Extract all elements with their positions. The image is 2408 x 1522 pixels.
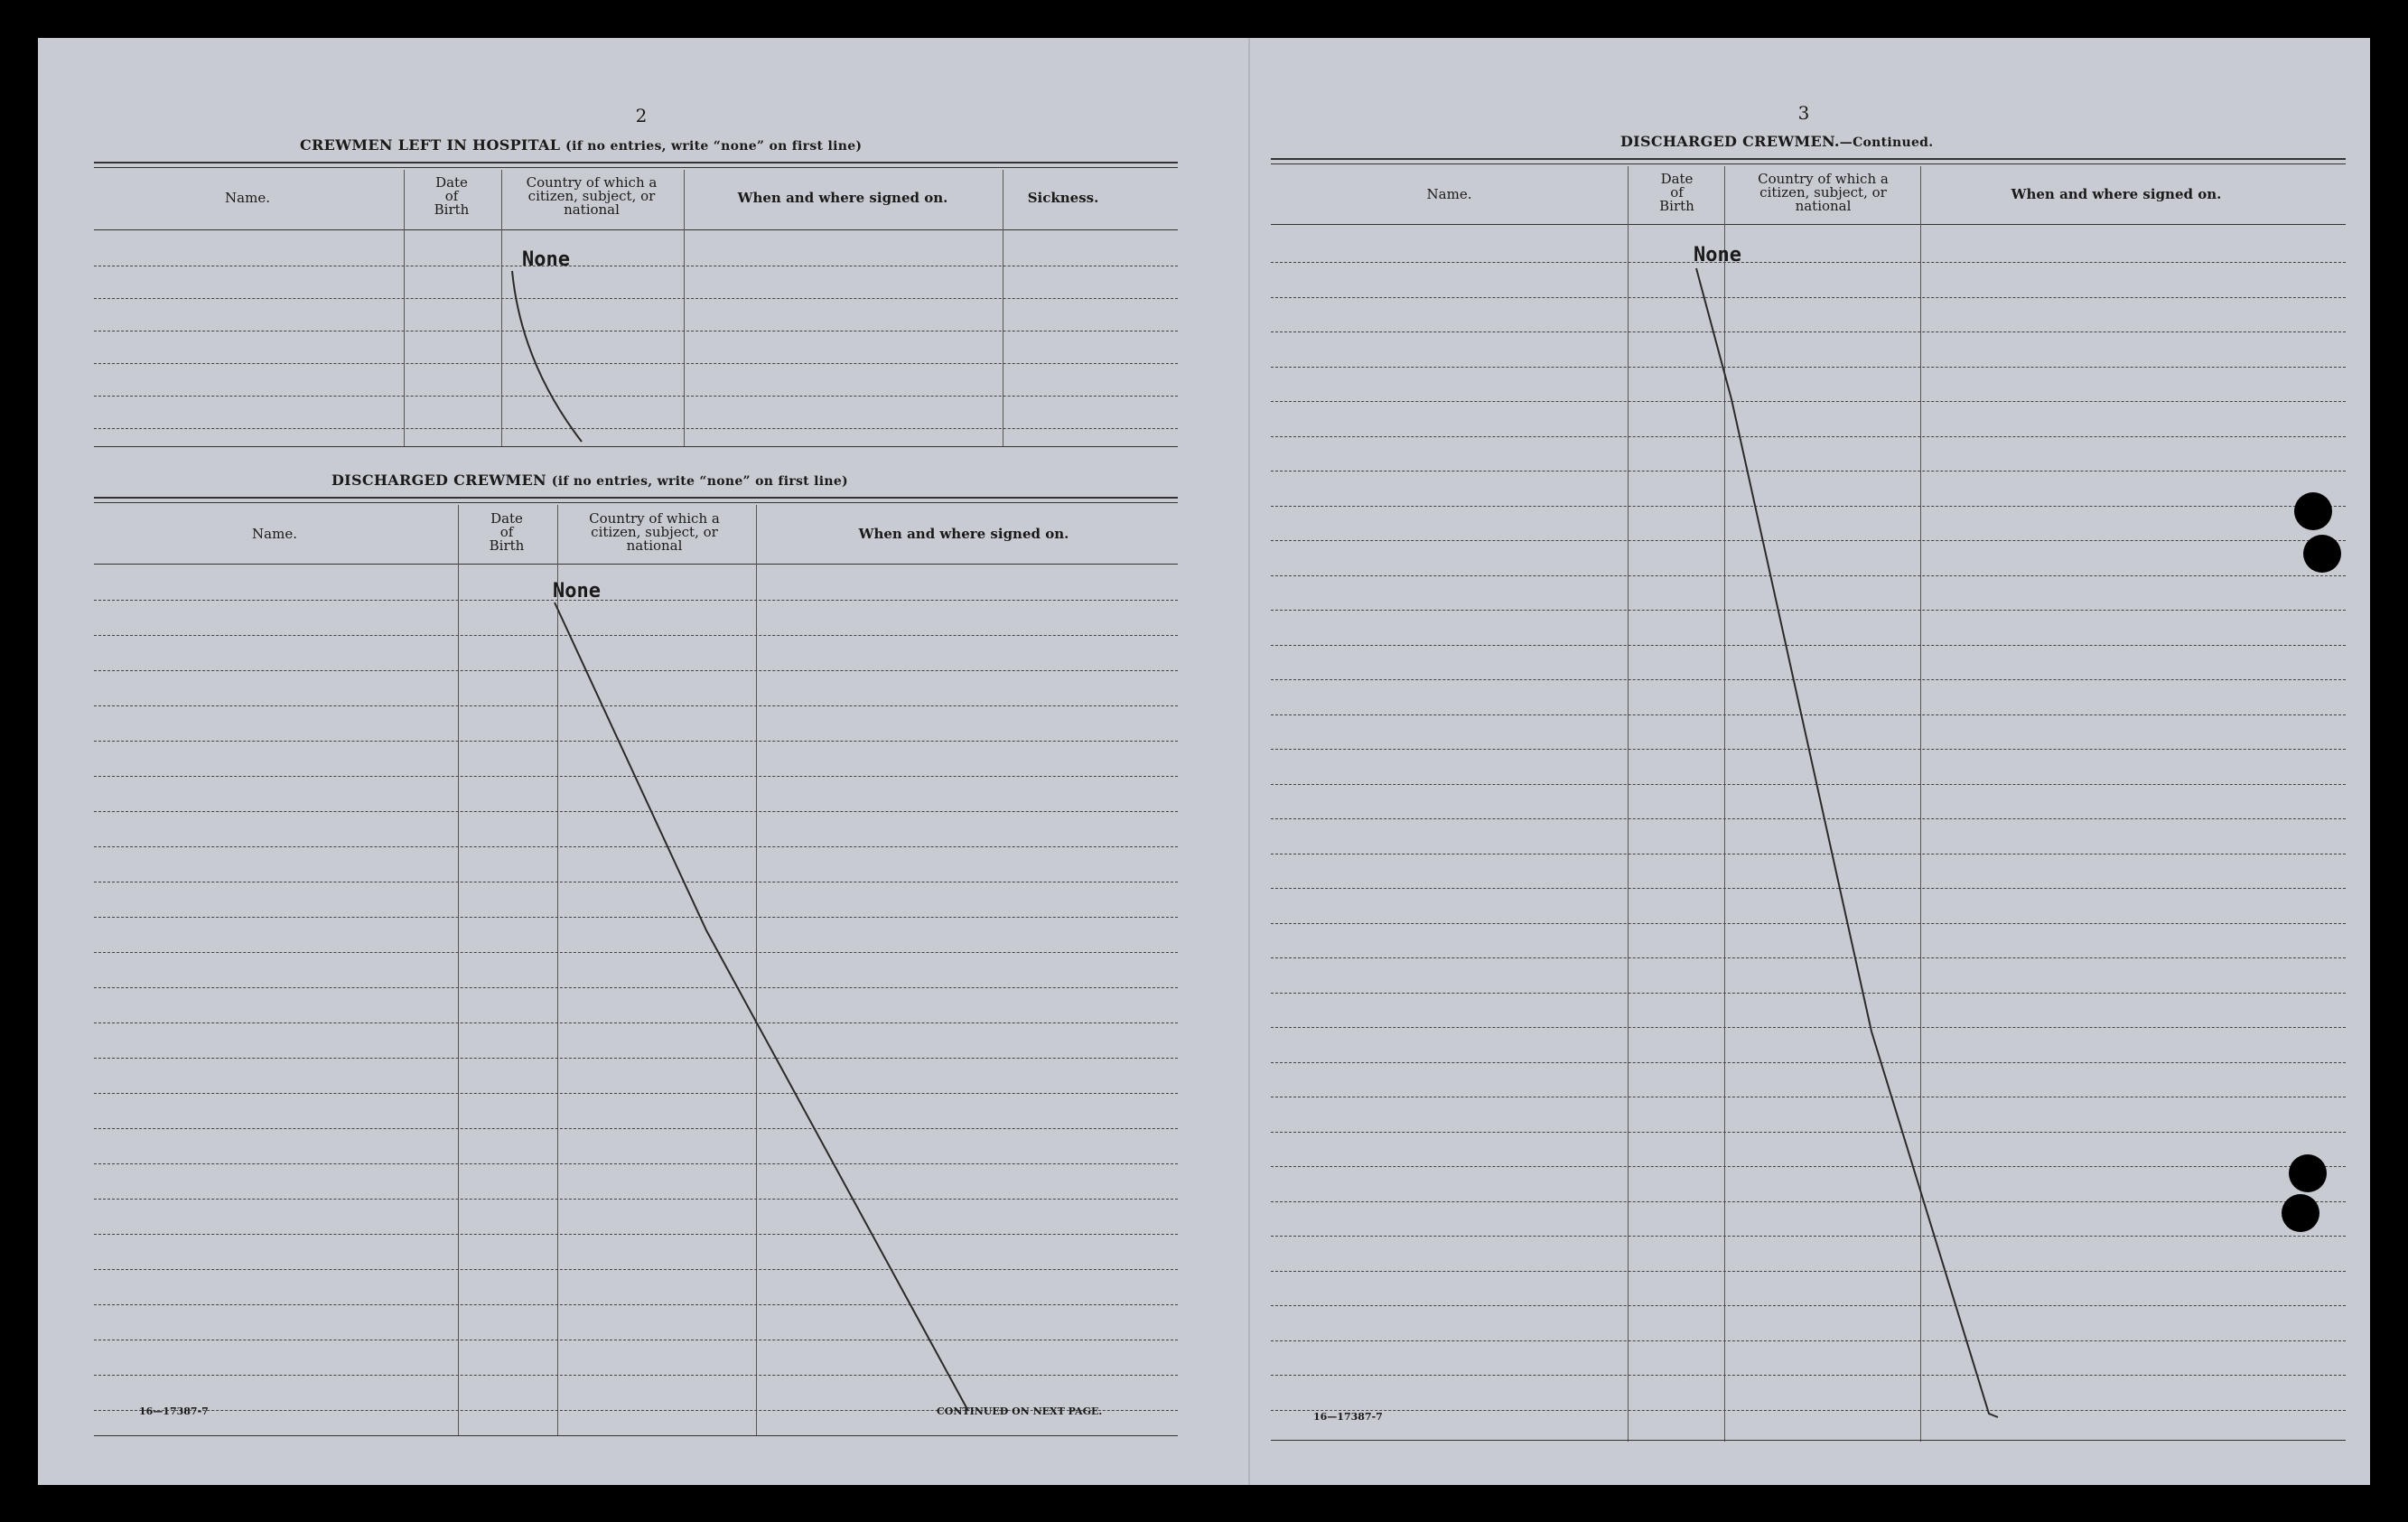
right-col-country: Country of which a citizen, subject, or national [1758,171,1889,214]
right-none-entry: None [1694,244,1741,266]
hospital-instruction: (if no entries, write “none” on first line) [565,139,863,154]
hospital-col-signed: When and where signed on. [737,190,948,206]
right-form-number: 16—17387-7 [1313,1411,1383,1423]
hospital-col-name: Name. [225,190,270,206]
left-page-number: 2 [635,105,648,126]
discharged-col-dob: Date of Birth [489,510,525,554]
right-title-suffix: —Continued. [1839,135,1934,150]
discharged-cancel-stroke [555,602,968,1411]
discharged-title: DISCHARGED CREWMEN [331,472,546,489]
right-page-number: 3 [1797,102,1810,124]
continued-note: CONTINUED ON NEXT PAGE. [937,1405,1103,1417]
hospital-title: CREWMEN LEFT IN HOSPITAL [300,136,561,154]
discharged-none-entry: None [553,580,601,602]
right-col-signed: When and where signed on. [2011,186,2222,202]
document-sheet [38,38,2370,1485]
hospital-col-sickness: Sickness. [1027,190,1099,206]
right-col-dob: Date of Birth [1659,171,1694,214]
right-col-name: Name. [1426,186,1472,202]
ink-strokes [38,38,2370,1485]
right-title: DISCHARGED CREWMEN. [1620,133,1840,150]
discharged-col-country: Country of which a citizen, subject, or national [589,510,720,554]
discharged-instruction: (if no entries, write “none” on first line) [551,474,848,489]
left-form-number: 16—17387-7 [139,1405,209,1417]
hospital-cancel-stroke [512,271,582,442]
hospital-col-country: Country of which a citizen, subject, or national [526,174,658,218]
hospital-col-dob: Date of Birth [434,174,470,218]
discharged-col-name: Name. [252,526,297,542]
discharged-col-signed: When and where signed on. [858,526,1069,542]
hospital-none-entry: None [522,248,570,271]
right-cancel-stroke [1696,268,1998,1417]
